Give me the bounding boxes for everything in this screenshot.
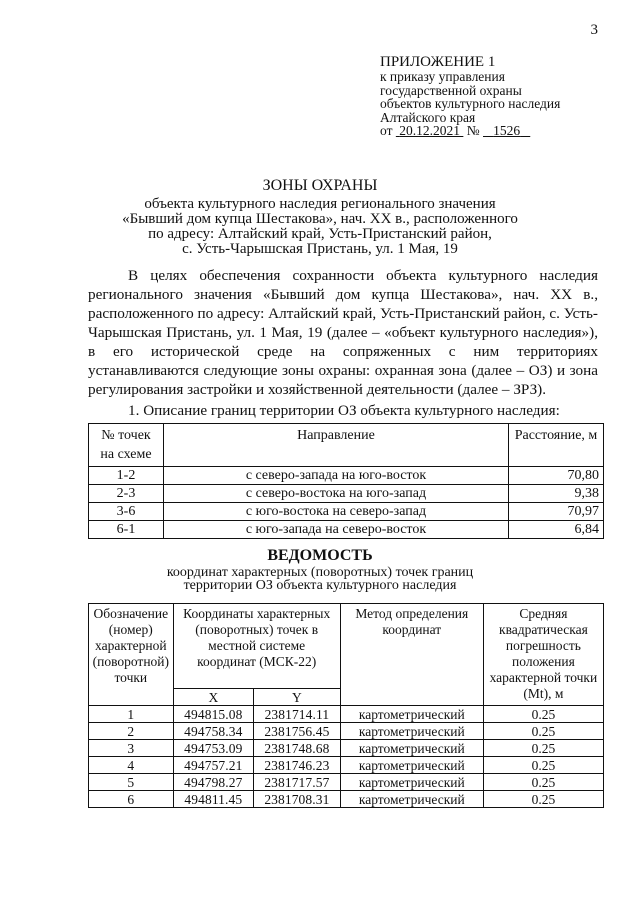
cell-x: 494811.45 bbox=[173, 791, 253, 808]
statement-title: ВЕДОМОСТЬ bbox=[267, 547, 373, 564]
statement-line: территории ОЗ объекта культурного наследия bbox=[183, 578, 457, 593]
cell-method: картометрический bbox=[340, 757, 483, 774]
cell-direction: с юго-востока на северо-запад bbox=[164, 503, 509, 521]
heading-line: объекта культурного наследия регионального значения bbox=[144, 196, 496, 212]
header-point-numbers: № точек на схеме bbox=[89, 424, 164, 467]
cell-error: 0.25 bbox=[483, 774, 603, 791]
appendix-line: государственной охраны bbox=[380, 82, 522, 98]
cell-direction: с северо-востока на юго-запад bbox=[164, 485, 509, 503]
table-row bbox=[89, 723, 604, 740]
table-row bbox=[89, 521, 604, 539]
cell-y: 2381756.45 bbox=[254, 723, 341, 740]
header-coordinates: Координаты характерных (поворотных) точек в местной системе координат (МСК-22) bbox=[173, 604, 340, 689]
table-row bbox=[89, 740, 604, 757]
coordinates-statement-heading bbox=[40, 548, 600, 592]
date-prefix: от bbox=[380, 123, 393, 138]
cell-point: 3-6 bbox=[89, 503, 164, 521]
cell-x: 494758.34 bbox=[173, 723, 253, 740]
header-error: Средняя квадратическая погрешность положения характерной точки (Mt), м bbox=[483, 604, 603, 706]
cell-method: картометрический bbox=[340, 774, 483, 791]
heading-line: «Бывший дом купца Шестакова», нач. XX в., расположенного bbox=[122, 211, 518, 227]
cell-y: 2381746.23 bbox=[254, 757, 341, 774]
cell-distance: 70,97 bbox=[509, 503, 604, 521]
cell-point-number: 4 bbox=[89, 757, 174, 774]
cell-method: картометрический bbox=[340, 706, 483, 723]
header-distance: Расстояние, м bbox=[509, 424, 604, 467]
table-row bbox=[89, 503, 604, 521]
cell-point-number: 6 bbox=[89, 791, 174, 808]
cell-error: 0.25 bbox=[483, 740, 603, 757]
appendix-date-line bbox=[380, 124, 620, 138]
order-number: 1526 bbox=[493, 123, 521, 138]
cell-y: 2381748.68 bbox=[254, 740, 341, 757]
cell-point-number: 3 bbox=[89, 740, 174, 757]
cell-method: картометрический bbox=[340, 723, 483, 740]
document-heading bbox=[40, 178, 600, 257]
cell-error: 0.25 bbox=[483, 723, 603, 740]
table-row bbox=[89, 706, 604, 723]
cell-distance: 70,80 bbox=[509, 467, 604, 485]
table-row bbox=[89, 467, 604, 485]
header-designation: Обозначение (номер) характерной (поворотной) точки bbox=[89, 604, 174, 706]
cell-error: 0.25 bbox=[483, 791, 603, 808]
header-direction: Направление bbox=[164, 424, 509, 467]
cell-error: 0.25 bbox=[483, 757, 603, 774]
cell-x: 494753.09 bbox=[173, 740, 253, 757]
cell-direction: с юго-запада на северо-восток bbox=[164, 521, 509, 539]
table-header-row bbox=[89, 604, 604, 689]
cell-point-number: 5 bbox=[89, 774, 174, 791]
cell-method: картометрический bbox=[340, 740, 483, 757]
appendix-line: к приказу управления bbox=[380, 69, 505, 84]
header-method: Метод определения координат bbox=[340, 604, 483, 706]
header-x: X bbox=[173, 689, 253, 706]
appendix-block bbox=[380, 54, 620, 138]
cell-method: картометрический bbox=[340, 791, 483, 808]
page-number: 3 bbox=[590, 22, 598, 38]
cell-distance: 9,38 bbox=[509, 485, 604, 503]
appendix-line: Алтайского края bbox=[380, 109, 476, 125]
appendix-line: объектов культурного наследия bbox=[380, 96, 561, 111]
cell-direction: с северо-запада на юго-восток bbox=[164, 467, 509, 485]
cell-point-number: 2 bbox=[89, 723, 174, 740]
heading-line: с. Усть-Чарышская Пристань, ул. 1 Мая, 19 bbox=[182, 241, 458, 257]
section-1-heading: 1. Описание границ территории ОЗ объекта культурного наследия: bbox=[128, 402, 560, 419]
cell-point: 1-2 bbox=[89, 467, 164, 485]
body-text bbox=[88, 266, 598, 420]
cell-point: 2-3 bbox=[89, 485, 164, 503]
document-title: ЗОНЫ ОХРАНЫ bbox=[262, 177, 378, 194]
table-row bbox=[89, 791, 604, 808]
cell-point-number: 1 bbox=[89, 706, 174, 723]
intro-paragraph: В целях обеспечения сохранности объекта культурного наследия регионального значения «Бывший дом купца Шестакова», нач. XX в., расположенного по адресу: Алтайский край, Усть-Пристанский район, с. Усть-Чарышская Пристань, ул. 1 Мая, 19 (далее – «объект культурного наследия»), в его исторической среде на сопряженных с ним территориях устанавливаются следующие зоны охраны: охранная зона (далее – ОЗ) и зона регулирования застройки и хозяйственной деятельности (далее – ЗРЗ). bbox=[88, 267, 598, 398]
coordinates-table bbox=[88, 603, 604, 808]
cell-x: 494815.08 bbox=[173, 706, 253, 723]
table-header-row bbox=[89, 424, 604, 467]
boundary-directions-table bbox=[88, 423, 604, 539]
statement-line: координат характерных (поворотных) точек границ bbox=[166, 565, 474, 580]
appendix-title: ПРИЛОЖЕНИЕ 1 bbox=[380, 54, 496, 70]
cell-y: 2381708.31 bbox=[254, 791, 341, 808]
cell-x: 494798.27 bbox=[173, 774, 253, 791]
table-row bbox=[89, 757, 604, 774]
order-date: 20.12.2021 bbox=[399, 123, 460, 138]
cell-y: 2381714.11 bbox=[254, 706, 341, 723]
number-prefix: № bbox=[466, 123, 480, 138]
cell-point: 6-1 bbox=[89, 521, 164, 539]
table-row bbox=[89, 774, 604, 791]
heading-line: по адресу: Алтайский край, Усть-Пристанский район, bbox=[148, 226, 492, 242]
cell-distance: 6,84 bbox=[509, 521, 604, 539]
table-row bbox=[89, 485, 604, 503]
header-y: Y bbox=[254, 689, 341, 706]
cell-y: 2381717.57 bbox=[254, 774, 341, 791]
cell-x: 494757.21 bbox=[173, 757, 253, 774]
cell-error: 0.25 bbox=[483, 706, 603, 723]
